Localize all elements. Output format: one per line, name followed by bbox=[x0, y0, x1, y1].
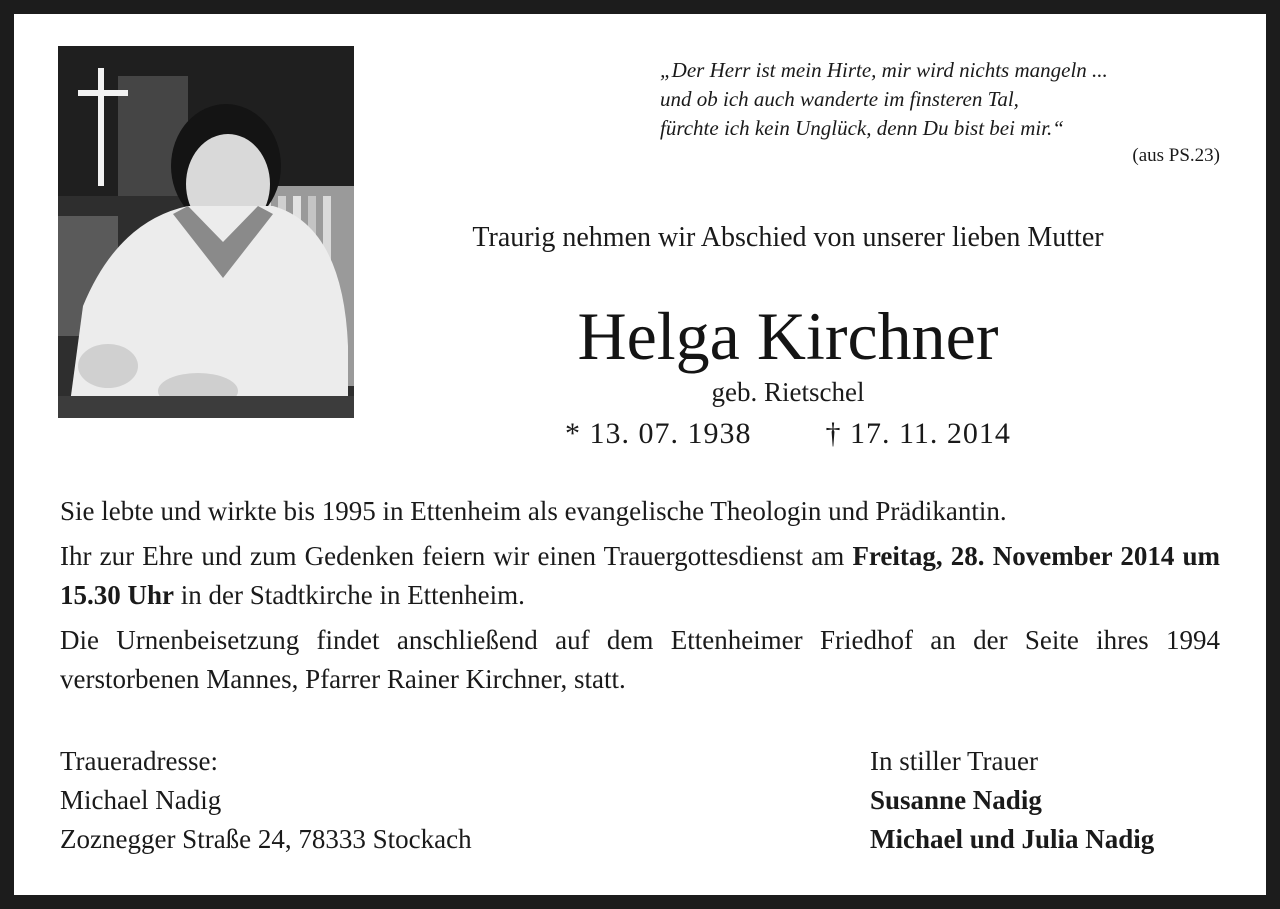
body-paragraph: Die Urnenbeisetzung findet anschließend auf dem Ettenheimer Friedhof an der Seite ihres 1994 verstorbenen Mannes, Pfarrer Rainer Kirchner, statt. bbox=[60, 625, 1220, 694]
death-date: † 17. 11. 2014 bbox=[825, 417, 1011, 450]
body-paragraph: Sie lebte und wirkte bis 1995 in Ettenheim als evangelische Theologin und Prädikantin. bbox=[60, 496, 1007, 526]
mourners bbox=[870, 742, 1230, 859]
obituary-body bbox=[60, 492, 1220, 705]
body-paragraph: Ihr zur Ehre und zum Gedenken feiern wir einen Trauergottesdienst am Freitag, 28. November 2014 um 15.30 Uhr in der Stadtkirche in Ettenheim. bbox=[60, 541, 1220, 610]
cross-icon bbox=[98, 68, 104, 186]
quote-line: und ob ich auch wanderte im finsteren Tal, bbox=[660, 87, 1019, 111]
quote-line: fürchte ich kein Unglück, denn Du bist bei mir.“ bbox=[660, 116, 1064, 140]
quote-line: „Der Herr ist mein Hirte, mir wird nichts mangeln ... bbox=[660, 58, 1108, 82]
obituary-card bbox=[14, 14, 1266, 895]
mourner-name: Susanne Nadig bbox=[870, 785, 1042, 815]
address-name: Michael Nadig bbox=[60, 785, 222, 815]
address-street: Zoznegger Straße 24, 78333 Stockach bbox=[60, 824, 472, 854]
birth-date: * 13. 07. 1938 bbox=[565, 417, 752, 450]
birth-name: geb. Rietschel bbox=[711, 377, 865, 407]
life-dates bbox=[362, 414, 1214, 454]
mourners-label: In stiller Trauer bbox=[870, 746, 1038, 776]
portrait-photo bbox=[58, 46, 354, 418]
psalm-quote bbox=[660, 56, 1220, 169]
service-date: Freitag, 28. November 2014 um 15.30 Uhr bbox=[60, 541, 1220, 610]
deceased-name: Helga Kirchner bbox=[577, 298, 999, 374]
mourner-name: Michael und Julia Nadig bbox=[870, 824, 1155, 854]
intro-text: Traurig nehmen wir Abschied von unserer lieben Mutter bbox=[472, 222, 1104, 253]
quote-source: (aus PS.23) bbox=[1132, 145, 1220, 166]
mourning-address bbox=[60, 742, 660, 859]
address-label: Traueradresse: bbox=[60, 746, 218, 776]
